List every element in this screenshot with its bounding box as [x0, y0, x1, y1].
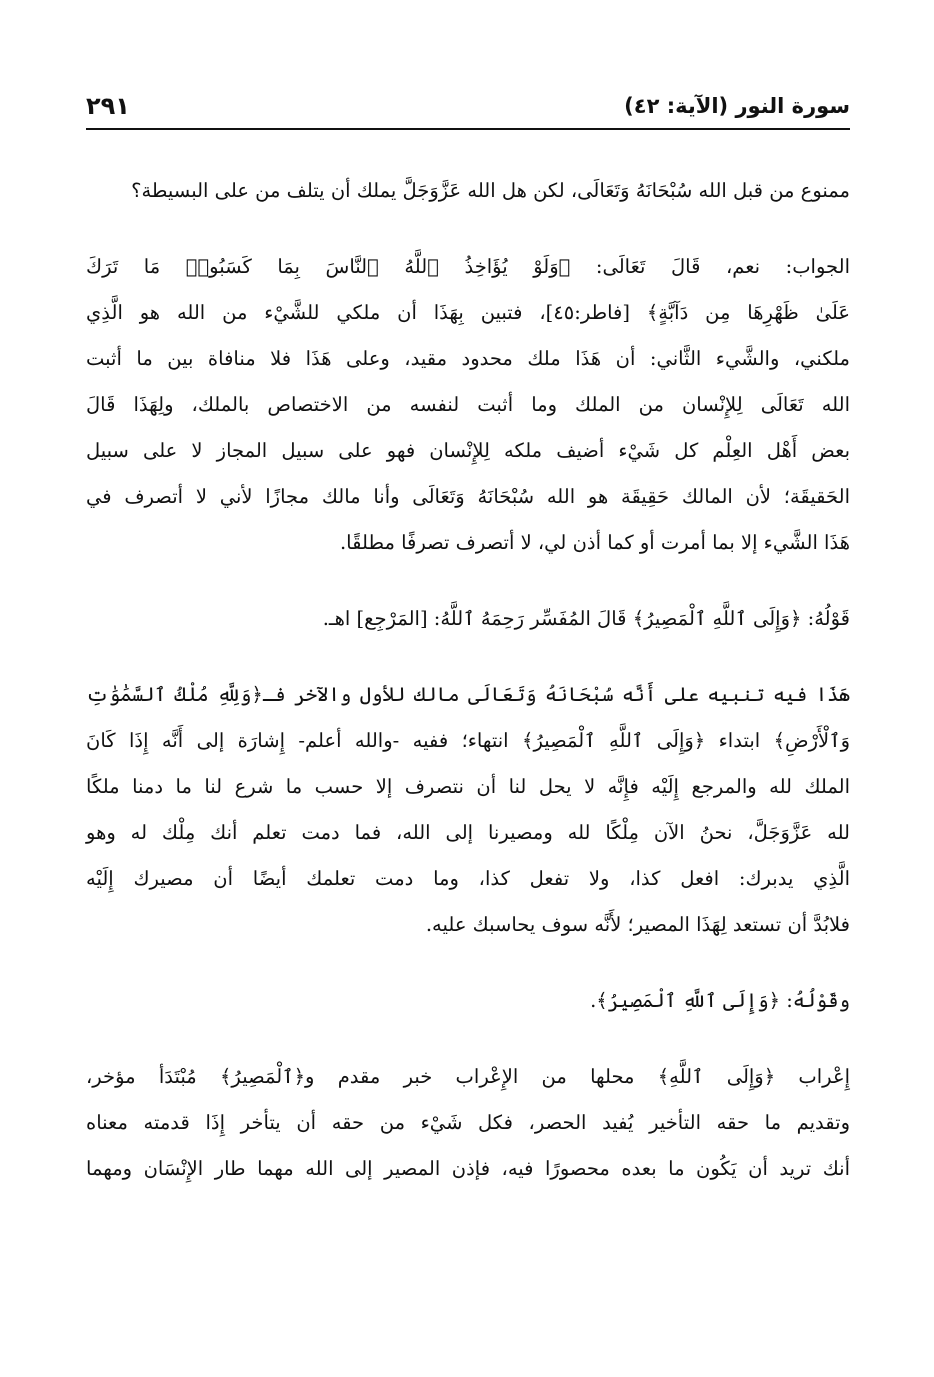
text-line: عَلَىٰ ظَهْرِهَا مِن دَآبَّةٍ﴾ [فاطر:٤٥]، فتبين بِهَذَا أن ملكي للشَّيْء من الله هو الَّذِي	[86, 301, 850, 324]
text-line: وتقديم ما حقه التأخير يُفيد الحصر، فكل شَيْء من حقه أن يتأخر إِذَا قدمته معناه	[86, 1111, 850, 1134]
text-line: أنك تريد أن يَكُون ما بعده محصورًا فيه، فإذن المصير إلى الله مهما طار الإِنْسَان ومهما	[86, 1157, 850, 1180]
text-line: بعض أَهْل العِلْم كل شَيْء أضيف ملكه لِلإِنْسان فهو على سبيل المجاز لا على سبيل	[86, 439, 850, 462]
text-line: قَوْلُهُ: ﴿وَإِلَى ٱللَّهِ ٱلْمَصِيرُ﴾ قَالَ المُفَسِّر رَحِمَهُ ٱللَّهُ: [المَرْجِع] اهـ.	[322, 607, 850, 630]
text-line: وقَوْلُهُ: ﴿وَإِلَى ٱللَّهِ ٱلْمَصِيرُ﴾.	[590, 989, 850, 1012]
page-header	[86, 90, 850, 130]
text-line: فلابُدَّ أن تستعد لِهَذَا المصير؛ لأَنَّه سوف يحاسبك عليه.	[425, 913, 850, 936]
text-line: الَّذِي يدبرك: افعل كذا، ولا تفعل كذا، وما دمت تعلمك أيضًا أن مصيرك إِلَيْه	[86, 867, 850, 890]
body-text	[86, 168, 850, 1192]
text-line: هَذَا فيه تنبيه على أَنَّه سُبْحَانَهُ وَتَعَالَى مالك للأول والآخر فـ﴿وَلِلَّهِ مُلْكُ ٱلسَّمَٰوَٰتِ	[86, 683, 850, 706]
text-line: الملك لله والمرجع إِلَيْه فإِنَّه لا يحل لنا أن نتصرف إلا حسب ما شرع لنا ما دمنا ملكًا	[86, 775, 850, 798]
text-line: الله تَعَالَى لِلإِنْسان من الملك وما أثبت لنفسه من الاختصاص بالملك، ولِهَذَا قَالَ	[86, 393, 850, 416]
text-line: الحَقيقَة؛ لأن المالك حَقِيقَة هو الله سُبْحَانَهُ وَتَعَالَى وأنا مالك مجازًا لأني لا أتصرف في	[86, 485, 850, 508]
text-line: إِعْراب ﴿وَإِلَى ٱللَّهِ﴾ محلها من الإِعْراب خبر مقدم و﴿ٱلْمَصِيرُ﴾ مُبْتَدَأ مؤخر،	[86, 1065, 850, 1088]
text-line: هَذَا الشَّيء إلا بما أمرت أو كما أذن لي، لا أتصرف تصرفًا مطلقًا.	[339, 531, 850, 554]
text-line: الجواب: نعم، قَالَ تَعَالَى: ﴿وَلَوْ يُؤَاخِذُ ٱللَّهُ ٱلنَّاسَ بِمَا كَسَبُوا۟ مَا تَرَكَ	[86, 255, 850, 278]
text-line: لله عَزَّوَجَلَّ، نحنُ الآن مِلْكًا لله ومصيرنا إلى الله، فما دمت تعلم أنك مِلْك له وهو	[86, 821, 850, 844]
surah-title: سورة النور (الآية: ٤٢)	[624, 94, 850, 118]
text-line: ملكني، والشَّيء الثَّاني: أن هَذَا ملك محدود مقيد، وعلى هَذَا فلا منافاة بين ما أثبت	[86, 347, 850, 370]
text-line: وَٱلْأَرْضِ﴾ ابتداء ﴿وَإِلَى ٱللَّهِ ٱلْمَصِيرُ﴾ انتهاء؛ ففيه -والله أعلم- إِشارَة إلى أَنَّه إِذَا كَانَ	[86, 729, 850, 752]
text-line: ممنوع من قبل الله سُبْحَانَهُ وَتَعَالَى، لكن هل الله عَزَّوَجَلَّ يملك أن يتلف من على البسيطة؟	[131, 179, 850, 202]
page-number: ٢٩١	[86, 92, 130, 120]
